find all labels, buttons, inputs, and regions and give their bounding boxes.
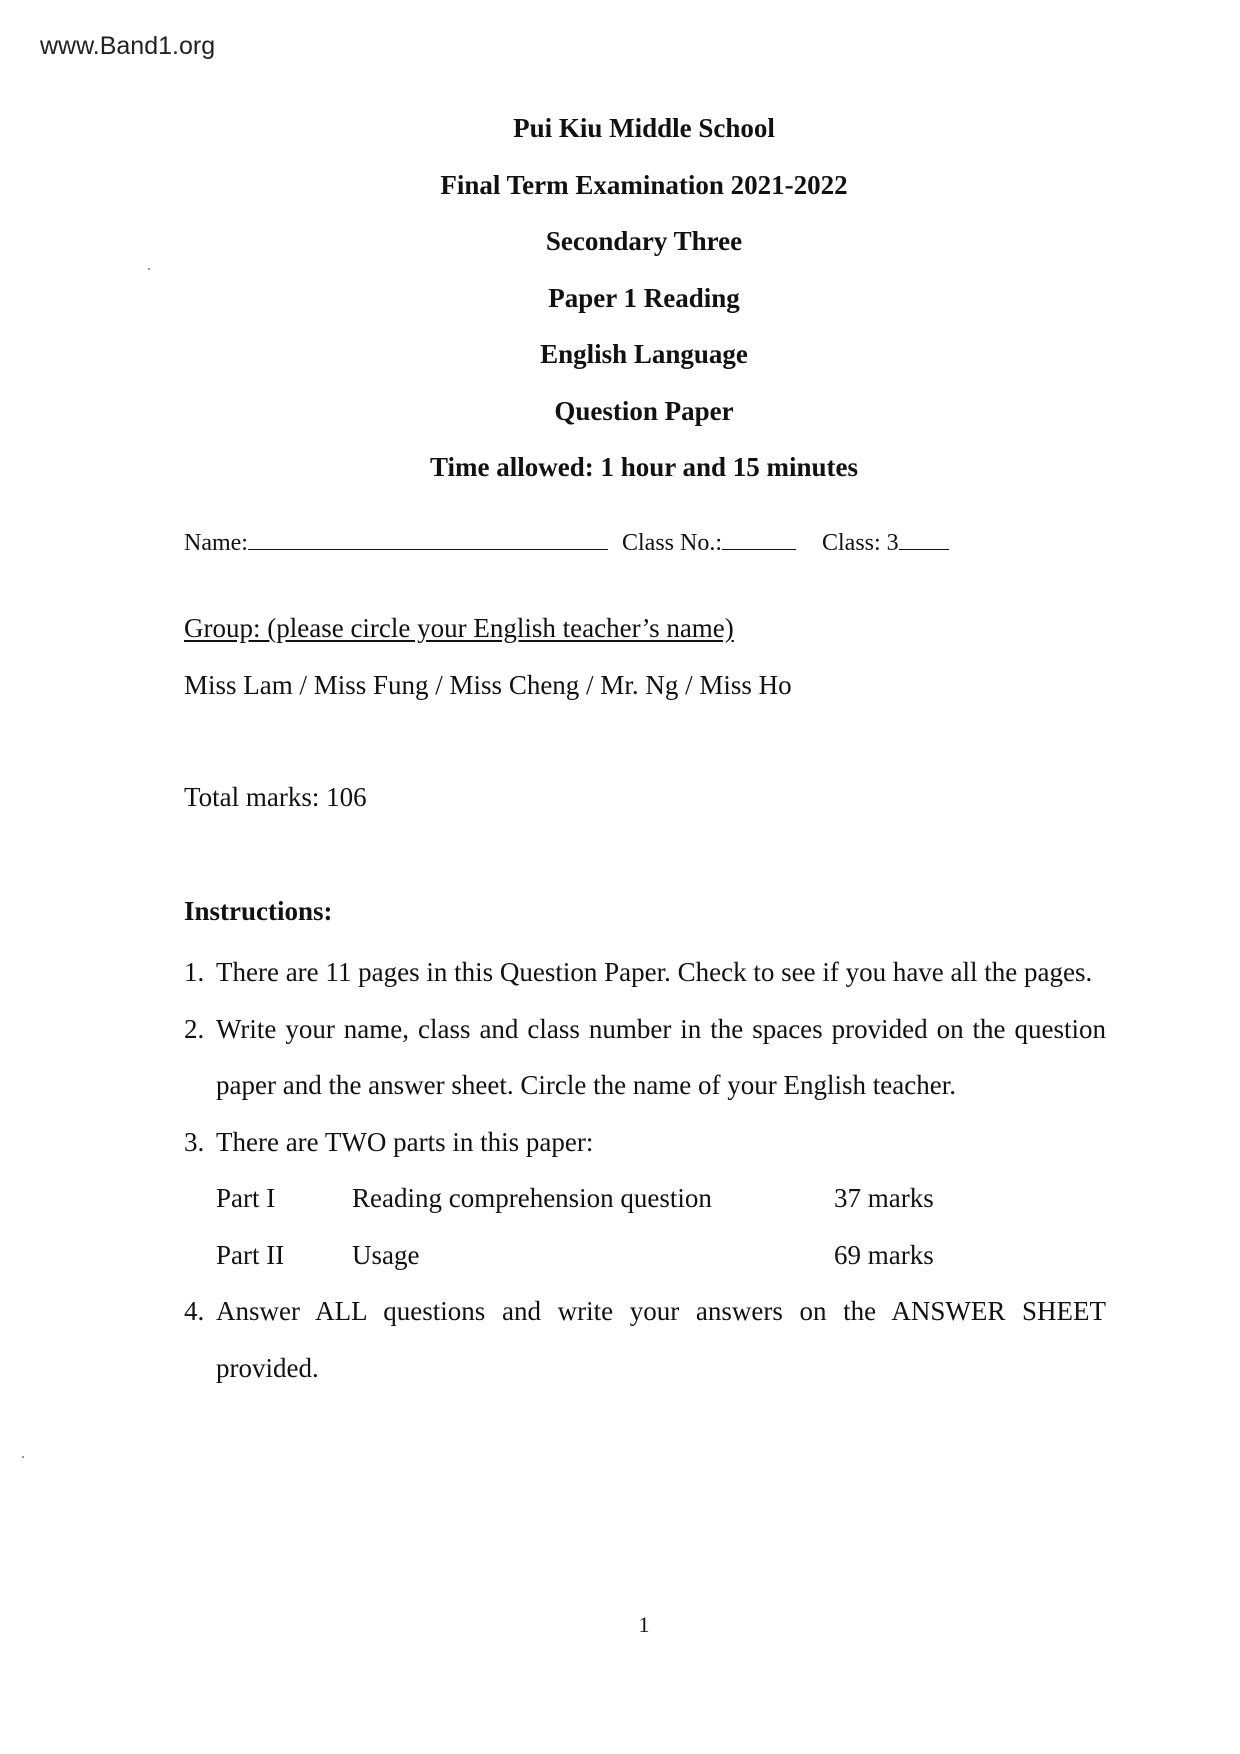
student-info-row	[184, 527, 949, 557]
scan-speck	[148, 268, 150, 270]
class-label: Class: 3	[822, 530, 899, 556]
part-marks: 37 marks	[834, 1183, 934, 1213]
instruction-number: 1.	[184, 957, 205, 987]
instruction-item	[184, 1114, 1106, 1171]
part-name: Part I	[216, 1183, 276, 1213]
part-row	[216, 1227, 1106, 1284]
watermark-url: www.Band1.org	[40, 32, 216, 60]
school-name: Pui Kiu Middle School	[513, 113, 775, 143]
part-marks: 69 marks	[834, 1239, 934, 1270]
instruction-number: 3.	[184, 1126, 205, 1157]
instruction-item	[184, 1283, 1106, 1396]
exam-header	[0, 100, 1240, 496]
scan-speck	[22, 1456, 24, 1458]
instruction-text: Answer ALL questions and write your answers on the ANSWER SHEET provided.	[216, 1296, 1106, 1383]
paper-title: Paper 1 Reading	[548, 282, 740, 313]
instructions-list	[184, 944, 1106, 1396]
page-number: 1	[638, 1612, 650, 1637]
class-no-label: Class No.:	[621, 530, 722, 556]
part-description: Usage	[352, 1239, 420, 1270]
part-name: Part II	[216, 1239, 285, 1270]
instruction-number: 2.	[184, 1013, 205, 1044]
instructions-heading: Instructions:	[184, 896, 333, 926]
part-row	[216, 1170, 1106, 1227]
exam-title: Final Term Examination 2021-2022	[440, 169, 848, 200]
subject: English Language	[540, 339, 748, 369]
parts-table	[216, 1170, 1106, 1283]
instruction-item	[184, 944, 1106, 1001]
instruction-text: There are TWO parts in this paper:	[216, 1126, 594, 1157]
time-allowed: Time allowed: 1 hour and 15 minutes	[429, 452, 859, 482]
group-label: Group: (please circle your English teacher’s name)	[184, 613, 734, 643]
name-field[interactable]	[248, 527, 608, 550]
level: Secondary Three	[545, 226, 743, 256]
teacher-options[interactable]: Miss Lam / Miss Fung / Miss Cheng / Mr. Ng / Miss Ho	[184, 670, 792, 700]
total-marks: Total marks: 106	[184, 782, 367, 812]
instruction-text: Write your name, class and class number in the spaces provided on the question paper and the answer sheet. Circle the name of your English teacher.	[216, 1013, 1106, 1100]
name-label: Name:	[184, 530, 248, 556]
document-type: Question Paper	[554, 395, 734, 426]
class-field[interactable]	[899, 527, 949, 550]
part-description: Reading comprehension question	[352, 1183, 712, 1213]
instruction-text: There are 11 pages in this Question Paper. Check to see if you have all the pages.	[216, 957, 1093, 987]
instruction-item	[184, 1001, 1106, 1114]
instruction-number: 4.	[184, 1296, 205, 1326]
class-no-field[interactable]	[722, 527, 796, 550]
